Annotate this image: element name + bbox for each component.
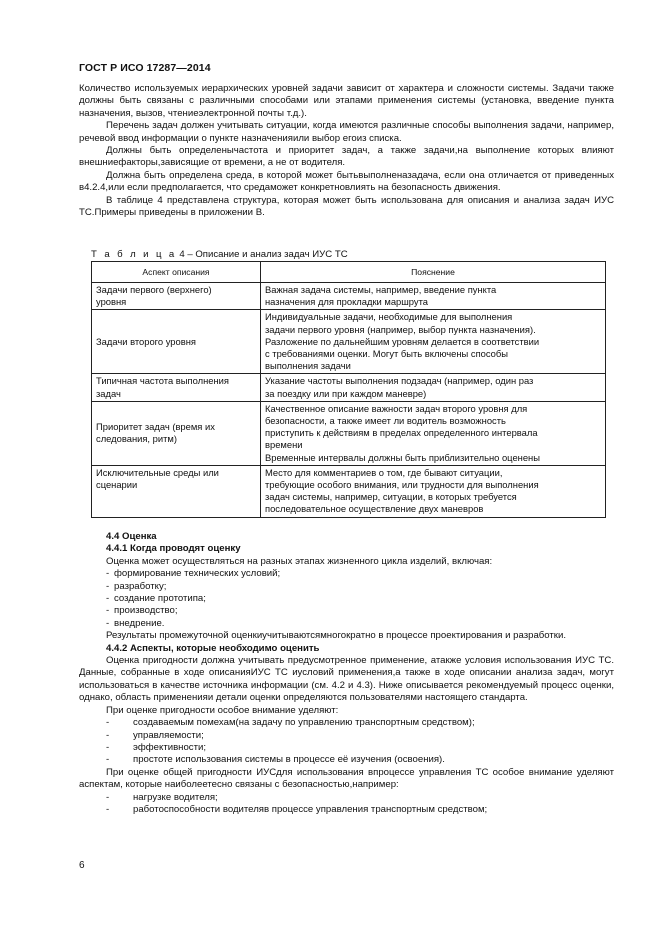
list-item: - производство; — [106, 605, 614, 617]
cell-line: Задачи первого (верхнего) — [96, 284, 212, 295]
subsection-title: 4.4.2 Аспекты, которые необходимо оценить — [106, 642, 320, 654]
cell-line: сценарии — [96, 479, 138, 491]
table-header-explanation: Пояснение — [261, 262, 606, 283]
table-cell-explanation — [261, 465, 606, 517]
list-item: - управляемости; — [79, 730, 614, 742]
lifecycle-list — [79, 568, 614, 630]
cell-line: приступить к действиям в пределах определенного интервала — [265, 427, 538, 439]
safety-list — [79, 792, 614, 817]
table-cell-aspect — [92, 401, 261, 465]
document-header: ГОСТ Р ИСО 17287—2014 — [79, 62, 211, 74]
table-header-aspect: Аспект описания — [92, 262, 261, 283]
paragraph: Оценка может осуществляться на разных этапах жизненного цикла изделий, включая: — [106, 555, 493, 567]
list-item: - создание прототипа; — [106, 593, 614, 605]
intro-paragraph-5: В таблице 4 представлена структура, которая может быть использована для описания и анализа задач ИУС ТС.Примеры приведены в приложении В. — [79, 194, 614, 219]
cell-line: Исключительные среды или — [96, 466, 219, 478]
list-item: - эффективности; — [79, 742, 614, 754]
cell-line: задач — [96, 387, 121, 399]
list-item: - нагрузке водителя; — [79, 792, 614, 804]
cell-line: Указание частоты выполнения подзадач (например, один раз — [265, 375, 534, 387]
table-row — [92, 401, 606, 465]
cell-line: Приоритет задач (время их — [96, 421, 215, 433]
table-row — [92, 465, 606, 517]
subsection-title: 4.4.1 Когда проводят оценку — [106, 543, 241, 555]
cell-line: задачи первого уровня (например, выбор пункта назначения). — [265, 323, 536, 335]
cell-line: Важная задача системы, например, введение пункта — [265, 284, 497, 295]
cell-line: задач системы, например, ситуации, в которых требуется — [265, 491, 517, 503]
table-caption-label: Т а б л и ц а — [91, 249, 177, 260]
table-cell-explanation — [261, 401, 606, 465]
list-item: - работоспособности водителяв процессе управления транспортным средством; — [79, 804, 614, 816]
cell-line: Качественное описание важности задач второго уровня для — [265, 402, 528, 414]
table-cell-aspect — [92, 283, 261, 310]
cell-line: за поездку или при каждом маневре) — [265, 387, 427, 399]
intro-paragraph-1: Количество используемых иерархических уровней задачи зависит от характера и сложности системы. Задачи также должны быть связаны с различными способами или этапами применения системы (установка, введение пункта назначения, вызов, чтениеэлектронной почты т.д.). — [79, 83, 614, 119]
paragraph: Оценка пригодности должна учитывать предусмотренное применение, атакже условия использования ИУС ТС. Данные, собранные в ходе описанияИУС ТС иусловий применения,а также в ходе описании анализа задач, могут использоваться в качестве источника информации (см. 4.2 и 4.3). Ниже описывается рекомендуемый процесс оценки, однако, область примененияи детали оценки определяются пользователями настоящего стандарта. — [79, 655, 614, 704]
table-cell-explanation — [261, 283, 606, 310]
table-cell-explanation — [261, 374, 606, 401]
table-caption — [91, 249, 348, 261]
table-cell-aspect — [92, 374, 261, 401]
usability-list — [79, 717, 614, 767]
table-row — [92, 283, 606, 310]
cell-line: времени — [265, 439, 303, 451]
table-cell-aspect — [92, 310, 261, 374]
intro-paragraph-2: Перечень задач должен учитывать ситуации, когда имеются различные способы выполнения задачи, например, речевой ввод информации о пункте назначенияили выбор егоиз списка. — [79, 120, 614, 144]
cell-line: Временные интервалы должны быть приблизительно оценены — [265, 451, 540, 463]
cell-line: Место для комментариев о том, где бывают ситуации, — [265, 466, 503, 478]
cell-line: требующие особого внимания, или трудности для выполнения — [265, 479, 539, 491]
list-item: - простоте использования системы в процессе её изучения (освоения). — [79, 754, 614, 766]
table-cell-aspect — [92, 465, 261, 517]
table-row — [92, 374, 606, 401]
page-number: 6 — [79, 860, 85, 871]
cell-line: безопасности, а также имеет ли водитель возможность — [265, 415, 506, 427]
section-title: 4.4 Оценка — [106, 531, 157, 542]
list-item: - формирование технических условий; — [106, 568, 614, 580]
paragraph: При оценке общей пригодности ИУСдля использования впроцессе управления ТС особое внимание уделяют аспектам, которые наиболеетесно связаны с безопасностью,например: — [79, 766, 614, 791]
cell-line: уровня — [96, 296, 127, 308]
cell-line: Индивидуальные задачи, необходимые для выполнения — [265, 311, 513, 323]
cell-line: Типичная частота выполнения — [96, 375, 229, 387]
intro-paragraph-4: Должна быть определена среда, в которой может бытьвыполненазадача, если она отличается от приведенных в4.2.4,или если предполагается, что средаможет конкретновлиять на безопасность движения. — [79, 169, 614, 194]
paragraph: Результаты промежуточной оценкиучитываютсямногократно в процессе проектирования и разработки. — [106, 630, 567, 642]
list-item: - внедрение. — [106, 618, 614, 630]
cell-line: следования, ритм) — [96, 433, 177, 445]
section-4-4 — [79, 531, 614, 816]
list-item: - создаваемым помехам(на задачу по управлению транспортным средством); — [79, 717, 614, 729]
intro-paragraph-3: Должны быть определенычастота и приоритет задач, а также задачи,на выполнение которых влияют внешниефакторы,зависящие от времени, а не от водителя. — [79, 145, 614, 169]
cell-line: назначения для прокладки маршрута — [265, 296, 428, 308]
cell-line: последовательное осуществление двух маневров — [265, 503, 484, 515]
table-caption-text: 4 – Описание и анализ задач ИУС ТС — [176, 249, 348, 260]
intro-block — [79, 83, 614, 219]
cell-line: Разложение по дальнейшим уровням делается в соответствии — [265, 335, 540, 347]
table-row — [92, 310, 606, 374]
cell-line: выполнения задачи — [265, 360, 351, 372]
table-cell-explanation — [261, 310, 606, 374]
cell-line: Задачи второго уровня — [96, 335, 196, 347]
list-item: - разработку; — [106, 581, 614, 593]
cell-line: с требованиями оценки. Могут быть включены способы — [265, 348, 508, 360]
paragraph: При оценке пригодности особое внимание уделяют: — [106, 704, 339, 716]
task-analysis-table — [91, 261, 606, 518]
